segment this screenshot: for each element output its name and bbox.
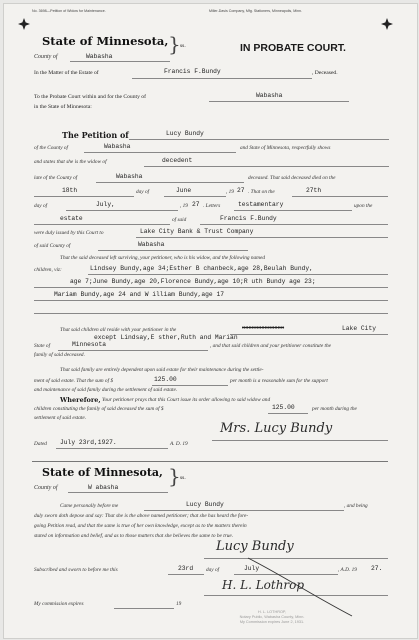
stamp-line-1: H. L. LOTHROP, bbox=[258, 610, 286, 614]
letters-type: testamentary bbox=[238, 201, 284, 208]
upon-the: upon the bbox=[354, 203, 373, 209]
caption-ss: ss. bbox=[180, 43, 186, 49]
affiant-signature: Lucy Bundy bbox=[216, 539, 294, 554]
widow-text: and states that she is the widow of bbox=[34, 159, 107, 165]
late-prefix: late of the County of bbox=[34, 175, 78, 181]
sworn-text-3: stated on information and belief, and as to those matters that she believes the same to be true. bbox=[34, 533, 234, 539]
stamp-line-3: My Commission expires June 2, 1931. bbox=[239, 620, 305, 624]
letters-day: 27th bbox=[306, 187, 322, 194]
letters-month: July, bbox=[96, 201, 115, 208]
sum-text-b: per month is a reasonable sum for the support bbox=[230, 378, 328, 384]
sworn-text: duly sworn doth depose and say: That she is the above named petitioner; that she has heard the fore- bbox=[34, 513, 249, 519]
children-label: children, viz: bbox=[34, 267, 62, 273]
state-text: and State of Minnesota, respectfully shows bbox=[240, 145, 331, 151]
issued-to: Lake City Bank & Trust Company bbox=[140, 228, 254, 235]
notary-stamp bbox=[202, 610, 342, 625]
estate-decedent: Francis F.Bundy bbox=[220, 215, 277, 222]
death-year-prefix: , 19 bbox=[226, 189, 234, 195]
family-text: , and that said children and your petitioner constitute the bbox=[210, 343, 332, 349]
verification-state: State of Minnesota, bbox=[42, 466, 163, 479]
of-said: of said bbox=[172, 217, 187, 223]
letters-year-prefix: , 19 bbox=[180, 203, 188, 209]
dated-label: Dated bbox=[34, 441, 47, 447]
subscribed-text: Subscribed and sworn to before me this bbox=[34, 567, 118, 573]
children-line-1: Lindsey Bundy,age 34;Esther B chanbeck,age 28,Beulah Bundy, bbox=[90, 265, 313, 272]
address-line1: To the Probate Court within and for the County of bbox=[34, 94, 146, 100]
commission-year: 19 bbox=[176, 601, 182, 607]
wherefore: Wherefore, bbox=[60, 396, 101, 404]
state-name: Minnesota bbox=[72, 341, 107, 348]
letters-text: . Letters bbox=[203, 203, 221, 209]
of-said-county: of said County of bbox=[34, 243, 71, 249]
widow-of: decedent bbox=[162, 157, 193, 164]
court-title: IN PROBATE COURT. bbox=[240, 42, 346, 54]
that-on: . That on the bbox=[248, 189, 275, 195]
died-text: deceased. That said deceased died on the bbox=[248, 175, 336, 181]
reside-place: Lake City bbox=[342, 325, 377, 332]
stamp-line-2: Notary Public, Wabasha County, Minn. bbox=[239, 615, 305, 619]
verification-ss: ss. bbox=[180, 475, 186, 481]
death-month: June bbox=[176, 187, 192, 194]
bracket: } bbox=[168, 32, 181, 56]
petition-document bbox=[3, 3, 418, 639]
late-county: Wabasha bbox=[116, 173, 143, 180]
caption-county: Wabasha bbox=[86, 53, 113, 60]
prayer-text-3: per month during the bbox=[312, 406, 357, 412]
commission-text: My commission expires bbox=[34, 601, 84, 607]
verification-county-label: County of bbox=[34, 485, 58, 491]
prayer-text-2: children constituting the family of said deceased the sum of $ bbox=[34, 406, 164, 412]
sworn-year: 27. bbox=[371, 565, 383, 572]
death-day: 18th bbox=[62, 187, 78, 194]
address-county: Wabasha bbox=[256, 92, 283, 99]
affiant-being: , and being bbox=[344, 503, 368, 509]
children-line-2: age 7;June Bundy,age 20,Florence Bundy,age 10;R uth Bundy age 23; bbox=[70, 278, 316, 285]
dated-value: July 23rd,1927. bbox=[60, 439, 117, 446]
except-text: except Lindsay,E sther,Ruth and Marian bbox=[94, 334, 238, 341]
notary-signature: H. L. Lothrop bbox=[222, 578, 305, 592]
sum-text-c: and maintenance of said family during the settlement of said estate. bbox=[34, 387, 178, 393]
verification-bracket: } bbox=[168, 464, 181, 488]
matter-prefix: In the Matter of the Estate of bbox=[34, 70, 99, 76]
issued-text: were duly issued by this Court to bbox=[34, 230, 104, 236]
sum-text-a: ment of said estate. That the sum of $ bbox=[34, 378, 114, 384]
state-of-label: State of bbox=[34, 343, 51, 349]
struck-text: xxxxxxxxxxxxx bbox=[242, 325, 285, 331]
death-year: 27 bbox=[237, 187, 245, 194]
sworn-day: 23rd bbox=[178, 565, 194, 572]
estate-word: estate bbox=[60, 215, 83, 222]
petitioner-signature: Mrs. Lucy Bundy bbox=[220, 421, 333, 436]
children-line-3: Mariam Bundy,age 24 and W illiam Bundy,age 17 bbox=[54, 291, 225, 298]
letters-day-of: day of bbox=[34, 203, 48, 209]
ornament-left-icon bbox=[18, 18, 30, 30]
form-number: No. 3698—Petition of Widow for Maintenance. bbox=[32, 9, 106, 13]
petitioner-name: Lucy Bundy bbox=[166, 130, 204, 137]
ornament-right-icon bbox=[381, 18, 393, 30]
deceased-suffix: , Deceased. bbox=[312, 70, 338, 76]
caption-county-label: County of bbox=[34, 54, 58, 60]
sworn-month: July bbox=[244, 565, 260, 572]
letters-year: 27 bbox=[192, 201, 200, 208]
decedent-name: Francis F.Bundy bbox=[164, 68, 221, 75]
family-text-2: family of said deceased. bbox=[34, 352, 85, 358]
petition-opening: The Petition of bbox=[62, 130, 129, 140]
address-line2: in the State of Minnesota: bbox=[34, 104, 92, 110]
sum-value: 125.00 bbox=[154, 376, 177, 383]
sworn-day-of: day of bbox=[206, 567, 220, 573]
petition-county: Wabasha bbox=[104, 143, 131, 150]
dependent-text: That said family are entirely dependent upon said estate for their maintenance during the settle- bbox=[60, 367, 264, 373]
affiant-name: Lucy Bundy bbox=[186, 501, 224, 508]
came-text: Came personally before me bbox=[60, 503, 119, 509]
county-2: Wabasha bbox=[138, 241, 165, 248]
verification-county: W abasha bbox=[88, 484, 119, 491]
prayer-text-4: settlement of said estate. bbox=[34, 415, 87, 421]
prayer-text: Your petitioner prays that this Court issue its order allowing to said widow and bbox=[102, 397, 271, 403]
sworn-text-2: going Petition read, and that the same is true of her own knowledge, except as to the matters therein bbox=[34, 523, 247, 529]
caption-state: State of Minnesota, bbox=[42, 34, 169, 48]
death-day-of: day of bbox=[136, 189, 150, 195]
survived-text: That the said deceased left surviving, your petitioner, who is his widow, and the following named bbox=[60, 255, 265, 261]
reside-text: That said children all reside with your petitioner in the bbox=[60, 327, 177, 333]
prayer-sum: 125.00 bbox=[272, 404, 295, 411]
sworn-ad: , A.D. 19 bbox=[338, 567, 357, 573]
dated-ad: A. D. 19 bbox=[170, 441, 188, 447]
printer-credit: Miller-Davis Company, Mfg. Stationers, Minneapolis, Minn. bbox=[209, 9, 303, 13]
county-prefix: of the County of bbox=[34, 145, 68, 151]
